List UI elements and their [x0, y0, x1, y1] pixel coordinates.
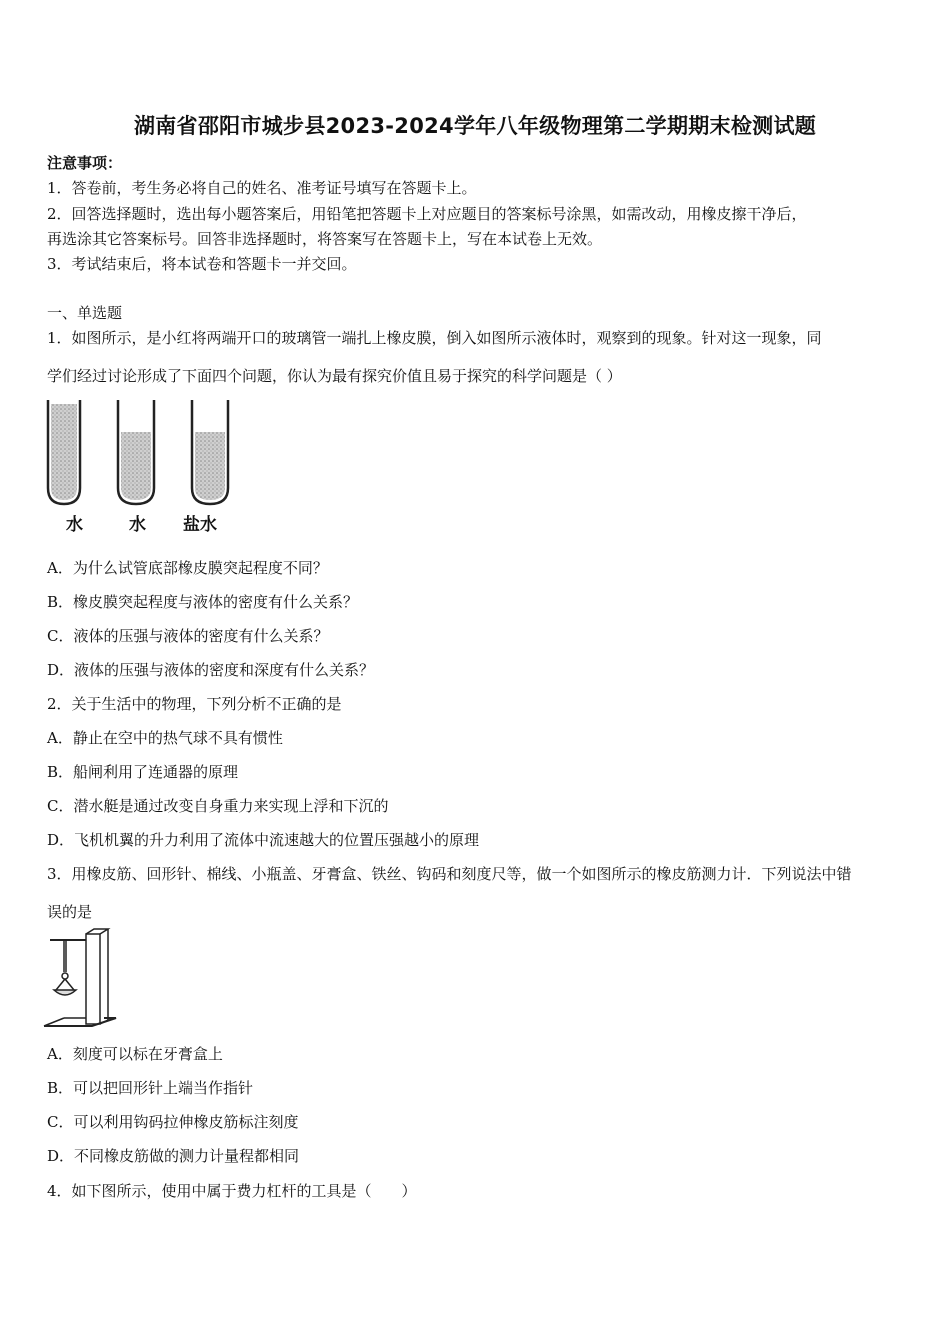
option-c: C．可以利用钩码拉伸橡皮筋标注刻度 — [47, 1113, 299, 1131]
option-d: D．不同橡皮筋做的测力计量程都相同 — [47, 1147, 300, 1165]
test-tube-1 — [48, 400, 80, 504]
test-tubes-figure — [40, 396, 240, 508]
tube-label: 水 — [66, 515, 83, 535]
notes-header: 注意事项： — [47, 154, 123, 172]
option-a: A．静止在空中的热气球不具有惯性 — [47, 729, 283, 747]
tube-label: 水 — [129, 515, 146, 535]
note-item: 1．答卷前，考生务必将自己的姓名、准考证号填写在答题卡上。 — [47, 179, 477, 197]
test-tube-3 — [192, 400, 228, 504]
note-item: 2．回答选择题时，选出每小题答案后，用铅笔把答题卡上对应题目的答案标号涂黑，如需改动，用橡皮擦干净后， — [47, 205, 807, 223]
rubber-band-scale-figure — [42, 928, 118, 1032]
section-heading: 一、单选题 — [47, 304, 123, 322]
test-tube-2 — [118, 400, 154, 504]
option-b: B．可以把回形针上端当作指针 — [47, 1079, 254, 1097]
note-item: 3．考试结束后，将本试卷和答题卡一并交回。 — [47, 255, 357, 273]
toothpaste-box — [86, 934, 100, 1024]
question-3-stem: 3．用橡皮筋、回形针、棉线、小瓶盖、牙膏盒、铁丝、钩码和刻度尺等，做一个如图所示的橡皮筋测力计．下列说法中错 — [47, 865, 852, 883]
bottle-cap-pan — [54, 990, 76, 995]
question-1-stem-cont: 学们经过讨论形成了下面四个问题，你认为最有探究价值且易于探究的科学问题是（ ） — [47, 367, 622, 385]
option-b: B．橡皮膜突起程度与液体的密度有什么关系？ — [47, 593, 359, 611]
option-d: D．飞机机翼的升力利用了流体中流速越大的位置压强越小的原理 — [47, 831, 480, 849]
tube-label: 盐水 — [183, 515, 217, 535]
option-c: C．液体的压强与液体的密度有什么关系？ — [47, 627, 329, 645]
question-1-stem: 1．如图所示，是小红将两端开口的玻璃管一端扎上橡皮膜，倒入如图所示液体时，观察到的现象。针对这一现象，同 — [47, 329, 822, 347]
question-3-stem-cont: 误的是 — [47, 903, 93, 921]
question-2-stem: 2．关于生活中的物理，下列分析不正确的是 — [47, 695, 342, 713]
option-a: A．为什么试管底部橡皮膜突起程度不同？ — [47, 559, 328, 577]
note-item: 再选涂其它答案标号。回答非选择题时，将答案写在答题卡上，写在本试卷上无效。 — [47, 230, 603, 248]
option-b: B．船闸利用了连通器的原理 — [47, 763, 239, 781]
option-a: A．刻度可以标在牙膏盒上 — [47, 1045, 223, 1063]
option-d: D．液体的压强与液体的密度和深度有什么关系？ — [47, 661, 375, 679]
option-c: C．潜水艇是通过改变自身重力来实现上浮和下沉的 — [47, 797, 389, 815]
question-4-stem: 4．如下图所示，使用中属于费力杠杆的工具是（ ） — [47, 1182, 417, 1200]
page-title: 湖南省邵阳市城步县2023-2024学年八年级物理第二学期期末检测试题 — [133, 114, 817, 138]
